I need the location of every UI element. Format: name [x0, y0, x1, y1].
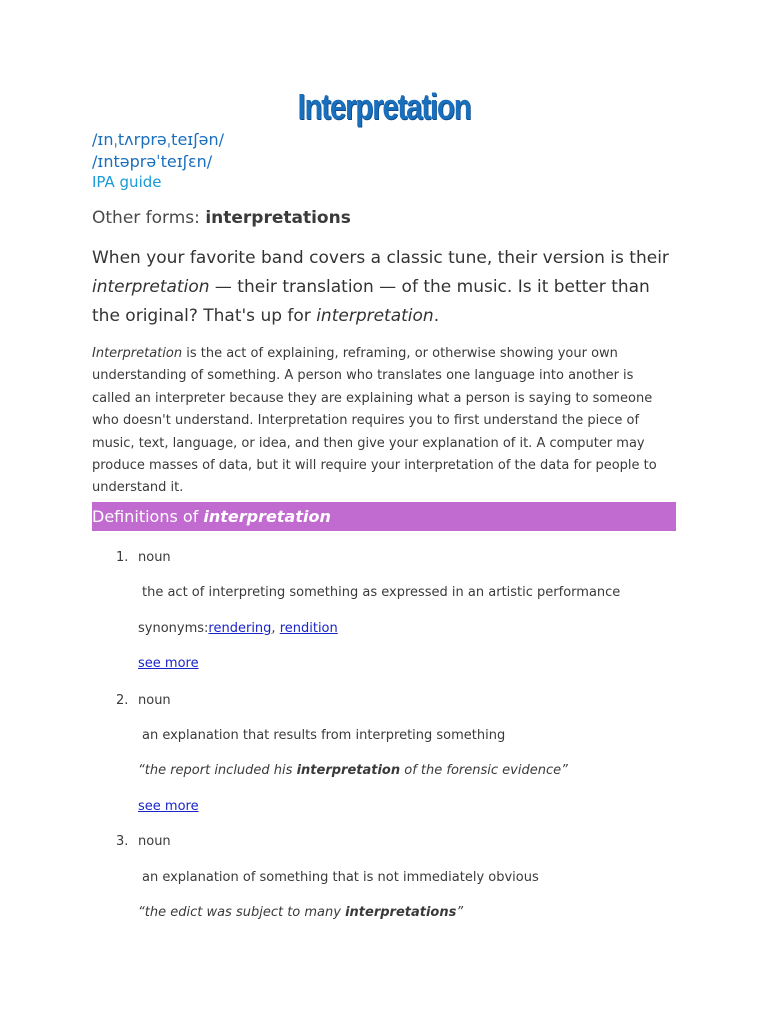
definitions-header-word: interpretation	[203, 507, 331, 526]
definition-example	[138, 763, 568, 778]
pronunciation-uk: /ɪntəprəˈteɪʃɛn/	[92, 152, 213, 171]
definition-part-of-speech: noun	[138, 834, 171, 849]
description-paragraph	[92, 343, 676, 500]
other-forms	[92, 208, 351, 228]
definitions-header-prefix: Definitions of	[92, 507, 204, 526]
ipa-guide-link[interactable]: IPA guide	[92, 173, 162, 191]
synonym-link[interactable]: rendering	[208, 621, 272, 636]
intro-paragraph	[92, 244, 676, 331]
synonyms-label: synonyms:	[138, 621, 209, 636]
definition-example	[138, 905, 463, 920]
pronunciation-us: /ɪnˌtʌrprəˌteɪʃən/	[92, 130, 224, 149]
description-emphasis: Interpretation	[92, 346, 183, 361]
intro-emphasis-2: interpretation	[316, 306, 434, 326]
definition-text: an explanation that results from interpreting something	[142, 728, 506, 743]
definition-text: the act of interpreting something as expressed in an artistic performance	[142, 585, 621, 600]
definition-number: 2.	[116, 693, 129, 708]
synonym-link[interactable]: rendition	[279, 621, 338, 636]
intro-text-2: — their translation — of the music. Is it better than the original? That's up for	[92, 277, 650, 326]
example-text: “the report included his	[138, 763, 297, 778]
intro-emphasis-1: interpretation	[92, 277, 210, 297]
example-text: ”	[456, 905, 464, 920]
description-text: is the act of explaining, reframing, or otherwise showing your own understanding of something. A person who translates one language into another is called an interpreter because they are explaining what a person is saying to someone who doesn't understand. Interpretation requires you to first understand the piece of music, text, language, or idea, and then give your explanation of it. A computer may produce masses of data, but it will require your interpretation of the data for people to understand it.	[92, 346, 657, 496]
example-emphasis: interpretation	[296, 763, 401, 778]
example-text: of the forensic evidence”	[400, 763, 568, 778]
other-forms-label: Other forms:	[92, 208, 200, 228]
definition-number: 3.	[116, 834, 129, 849]
example-emphasis: interpretations	[345, 905, 457, 920]
definition-part-of-speech: noun	[138, 693, 171, 708]
see-more-link[interactable]: see more	[138, 799, 199, 814]
other-forms-value: interpretations	[205, 208, 351, 228]
see-more-link[interactable]: see more	[138, 656, 199, 671]
definitions-header	[92, 502, 676, 531]
intro-text-3: .	[433, 306, 440, 326]
definition-part-of-speech: noun	[138, 550, 171, 565]
definition-text: an explanation of something that is not immediately obvious	[142, 870, 539, 885]
definition-number: 1.	[116, 550, 129, 565]
intro-text-1: When your favorite band covers a classic tune, their version is their	[92, 248, 669, 268]
example-text: “the edict was subject to many	[138, 905, 346, 920]
page-title: Interpretation	[297, 86, 471, 127]
synonyms: synonyms:rendering, rendition	[138, 621, 338, 636]
